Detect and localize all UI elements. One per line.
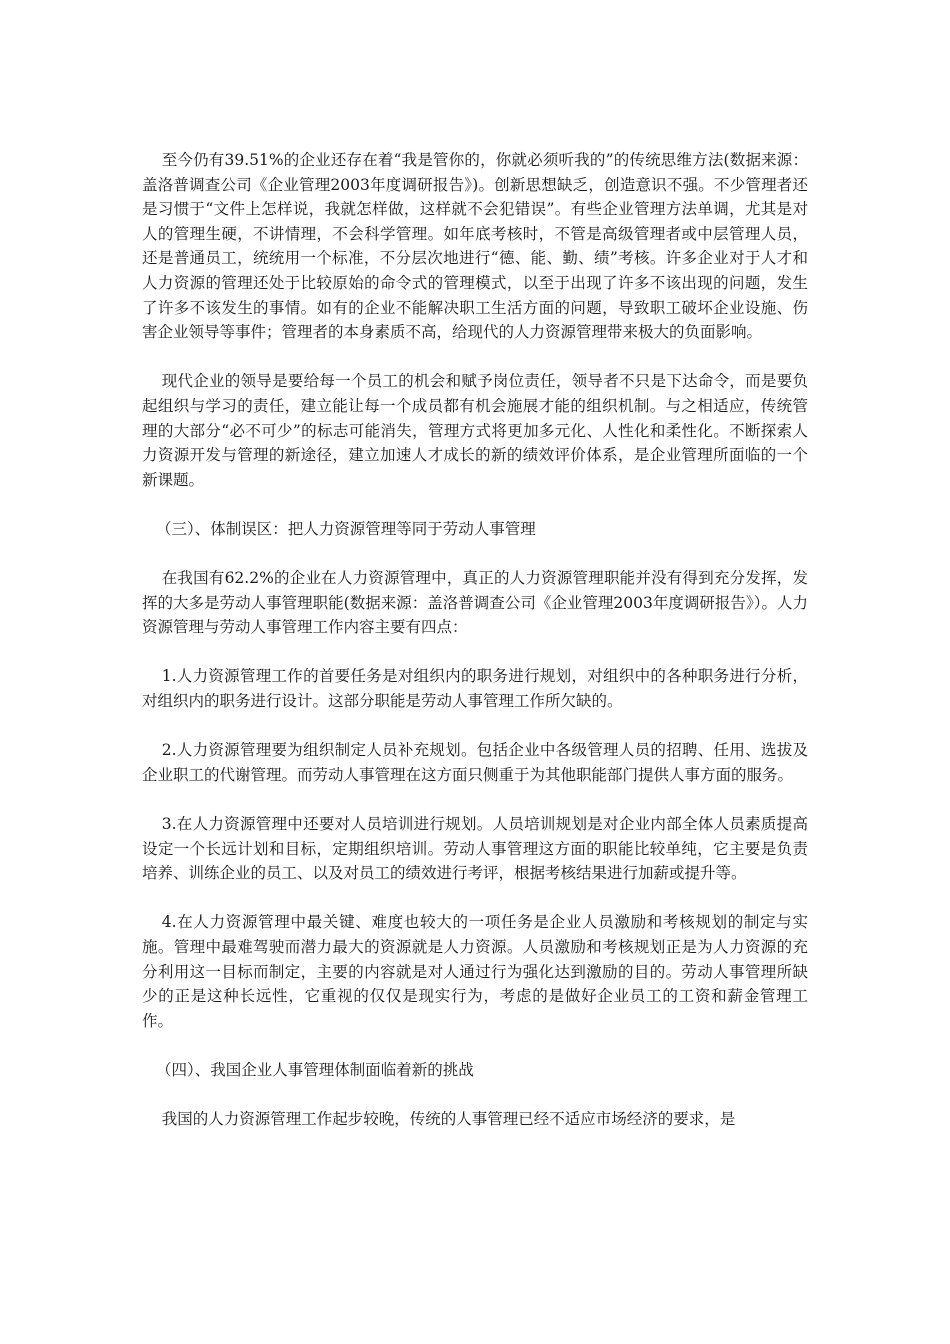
- paragraph-late-start: 我国的人力资源管理工作起步较晚，传统的人事管理已经不适应市场经济的要求，是: [161, 1110, 736, 1129]
- paragraph-modern-leadership: 现代企业的领导是要给每一个员工的机会和赋予岗位责任，领导者不只是下达命令，而是要负起组织与学习的责任，建立能让每一个成员都有机会施展才能的组织机制。与之相适应，传统管理的大部分“必不可少”的标志可能消失，管理方式将更加多元化、人性化和柔性化。不断探索人力资源开发与管理的新途径，建立加速人才成长的新的绩效评价体系，是企业管理所面临的一个新课题。: [142, 372, 808, 489]
- document-page: [142, 148, 808, 1156]
- paragraph-62-percent: 在我国有62.2%的企业在人力资源管理中，真正的人力资源管理职能并没有得到充分发挥，发挥的大多是劳动人事管理职能(数据来源：盖洛普调查公司《企业管理2003年度调研报告》）。人力资源管理与劳动人事管理工作内容主要有四点：: [142, 569, 808, 637]
- list-item-1: 1.人力资源管理工作的首要任务是对组织内的职务进行规划，对组织中的各种职务进行分析，对组织内的职务进行设计。这部分职能是劳动人事管理工作所欠缺的。: [142, 667, 808, 711]
- list-item-4: 4.在人力资源管理中最关键、难度也较大的一项任务是企业人员激励和考核规划的制定与实施。管理中最难驾驶而潜力最大的资源就是人力资源。人员激励和考核规划正是为人力资源的充分利用这一目标而制定，主要的内容就是对人通过行为强化达到激励的目的。劳动人事管理所缺少的正是这种长远性，它重视的仅仅是现实行为，考虑的是做好企业员工的工资和薪金管理工作。: [142, 913, 808, 1030]
- section-heading-3: （三）、体制误区：把人力资源管理等同于劳动人事管理: [156, 519, 536, 538]
- section-heading-4: （四）、我国企业人事管理体制面临着新的挑战: [156, 1060, 474, 1079]
- list-item-2: 2.人力资源管理要为组织制定人员补充规划。包括企业中各级管理人员的招聘、任用、选拔及企业职工的代谢管理。而劳动人事管理在这方面只侧重于为其他职能部门提供人事方面的服务。: [142, 741, 808, 784]
- list-item-3: 3.在人力资源管理中还要对人员培训进行规划。人员培训规划是对企业内部全体人员素质提高设定一个长远计划和目标，定期组织培训。劳动人事管理这方面的职能比较单纯，它主要是负责培养、训练企业的员工、以及对员工的绩效进行考评，根据考核结果进行加薪或提升等。: [142, 815, 808, 883]
- paragraph-traditional-thinking: 至今仍有39.51%的企业还存在着“我是管你的，你就必须听我的”的传统思维方法(数据来源：盖洛普调查公司《企业管理2003年度调研报告》)。创新思想缺乏，创造意识不强。不少管理者还是习惯于“文件上怎样说，我就怎样做，这样就不会犯错误”。有些企业管理方法单调，尤其是对人的管理生硬，不讲情理，不会科学管理。如年底考核时，不管是高级管理者或中层管理人员，还是普通员工，统统用一个标准，不分层次地进行“德、能、勤、绩”考核。许多企业对于人才和人力资源的管理还处于比较原始的命令式的管理模式，以至于出现了许多不该出现的问题，发生了许多不该发生的事情。如有的企业不能解决职工生活方面的问题，导致职工破坏企业设施、伤害企业领导等事件；管理者的本身素质不高，给现代的人力资源管理带来极大的负面影响。: [142, 151, 808, 342]
